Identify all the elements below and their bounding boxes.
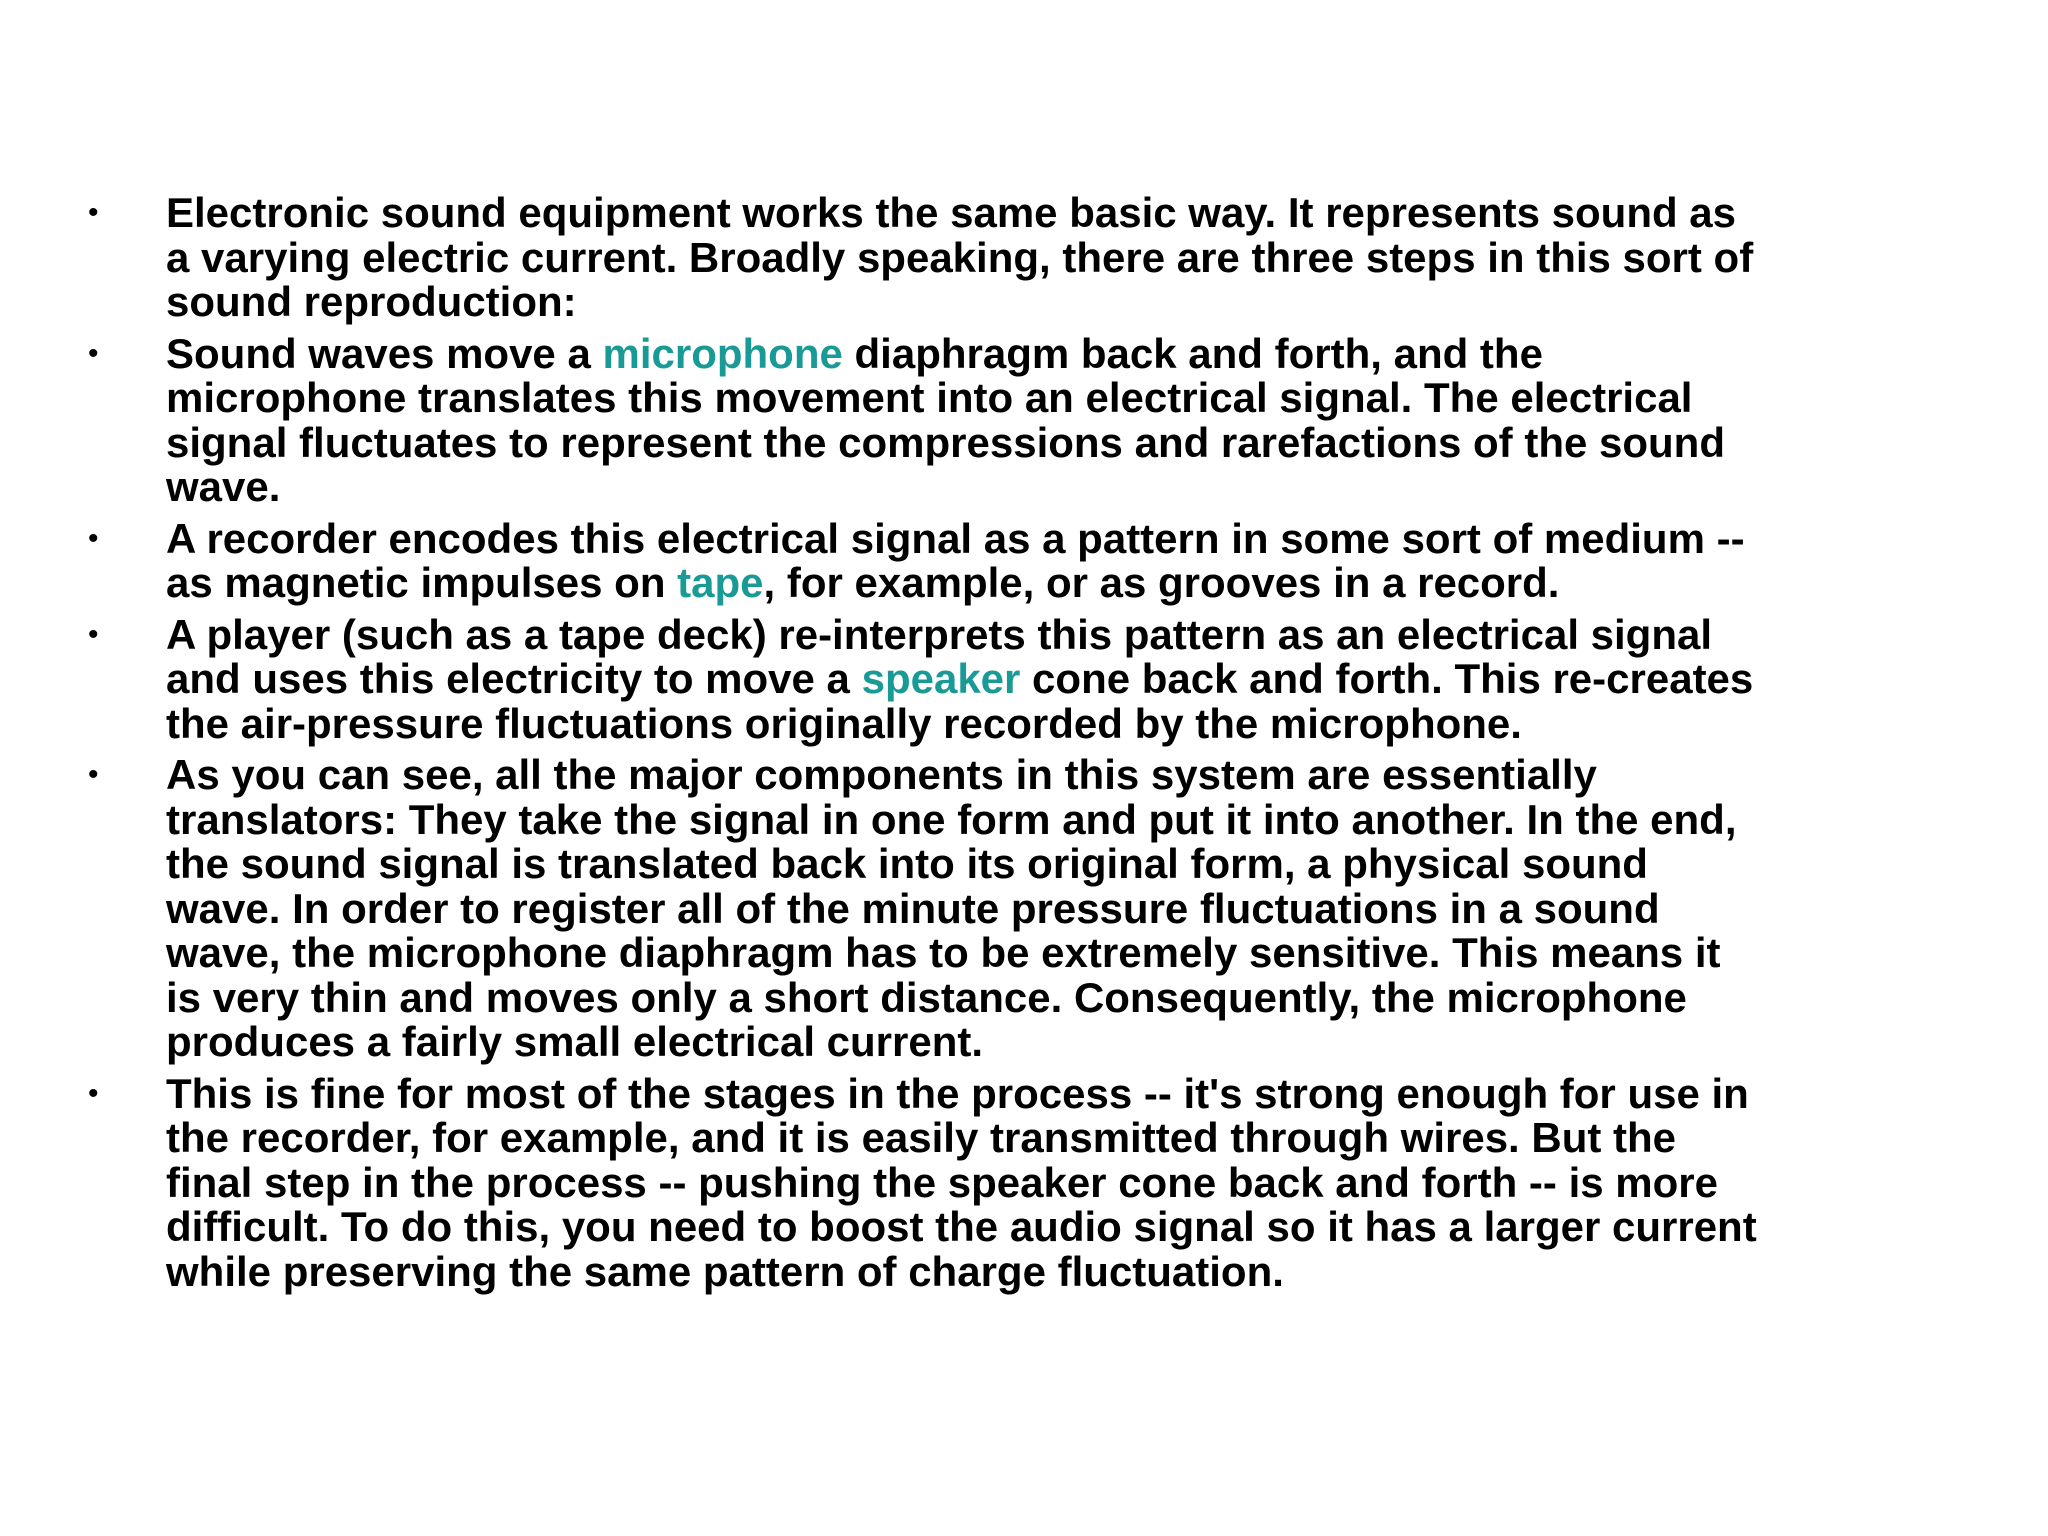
bullet-line: A recorder encodes this electrical signal as a pattern in some sort of medium -- (166, 514, 1745, 562)
bullet-line: As you can see, all the major components in this system are essentially (166, 751, 1597, 798)
bullet-dot-icon: • (88, 336, 99, 370)
speaker-link[interactable]: speaker (861, 655, 1021, 702)
bullet-item (84, 610, 1984, 747)
bullet-line: while preserving the same pattern of charge fluctuation. (166, 1247, 1284, 1295)
bullet-dot-icon: • (88, 617, 99, 651)
bullet-line: sound reproduction: (166, 278, 577, 325)
bullet-line: difficult. To do this, you need to boost the audio signal so it has a larger current (166, 1203, 1757, 1250)
bullet-item (84, 191, 1984, 325)
bullet-line: the air-pressure fluctuations originally recorded by the microphone. (166, 699, 1522, 747)
bullet-line: A player (such as a tape deck) re-interprets this pattern as an electrical signal (166, 610, 1713, 658)
bullet-line: final step in the process -- pushing the speaker cone back and forth -- is more (166, 1158, 1718, 1206)
bullet-dot-icon: • (88, 758, 99, 791)
microphone-link[interactable]: microphone (602, 329, 843, 377)
bullet-line (166, 561, 1984, 606)
bullet-list (84, 191, 1984, 1301)
bullet-text: , for example, or as grooves in a record. (763, 559, 1560, 606)
tape-link[interactable]: tape (677, 559, 764, 606)
bullet-line: the sound signal is translated back into its original form, a physical sound (166, 840, 1648, 887)
bullet-line: the recorder, for example, and it is easily transmitted through wires. But the (166, 1114, 1677, 1161)
bullet-dot-icon: • (88, 521, 99, 555)
bullet-line (166, 329, 1984, 377)
bullet-text: cone back and forth. This re-creates (1020, 655, 1754, 702)
bullet-line: Electronic sound equipment works the same basic way. It represents sound as (166, 189, 1737, 236)
bullet-item (84, 753, 1984, 1065)
bullet-item (84, 329, 1984, 510)
bullet-text: and uses this electricity to move a (166, 655, 862, 702)
bullet-line: translators: They take the signal in one form and put it into another. In the end, (166, 795, 1737, 843)
bullet-text: diaphragm back and forth, and the (842, 329, 1543, 377)
bullet-line: wave. In order to register all of the minute pressure fluctuations in a sound (166, 884, 1660, 932)
bullet-text: as magnetic impulses on (166, 559, 678, 606)
bullet-line: produces a fairly small electrical current. (166, 1018, 984, 1065)
bullet-text: Sound waves move a (166, 329, 603, 377)
bullet-line (166, 657, 1984, 702)
bullet-line: microphone translates this movement into an electrical signal. The electrical (166, 374, 1693, 421)
bullet-line: is very thin and moves only a short distance. Consequently, the microphone (166, 973, 1687, 1021)
bullet-line: This is fine for most of the stages in the process -- it's strong enough for use in (166, 1069, 1749, 1117)
bullet-dot-icon: • (88, 1076, 99, 1110)
bullet-line: wave. (166, 463, 281, 510)
bullet-dot-icon: • (88, 196, 99, 229)
bullet-item (84, 514, 1984, 606)
bullet-line: signal fluctuates to represent the compressions and rarefactions of the sound (166, 418, 1725, 466)
bullet-line: wave, the microphone diaphragm has to be extremely sensitive. This means it (166, 929, 1721, 976)
bullet-line: a varying electric current. Broadly speaking, there are three steps in this sort of (166, 233, 1754, 281)
bullet-item (84, 1069, 1984, 1295)
